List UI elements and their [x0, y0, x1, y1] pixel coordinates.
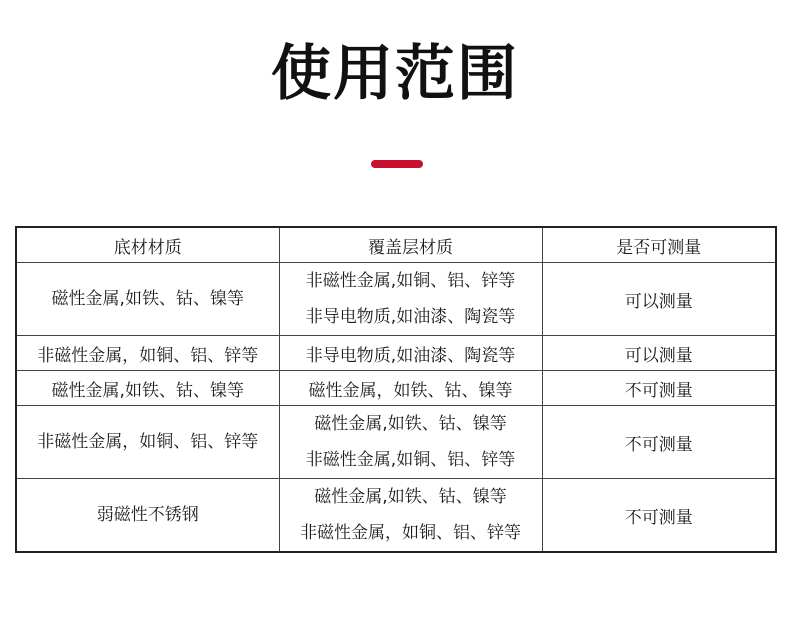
cell-text: 非磁性金属，如铜、铝、锌等 — [37, 345, 259, 366]
cell-text: 非磁性金属，如铜、铝、锌等 — [300, 523, 521, 543]
cell-coating — [279, 263, 542, 336]
title-accent-bar — [371, 160, 423, 168]
cell-substrate — [16, 479, 279, 553]
cell-coating — [279, 371, 542, 406]
cell-text: 磁性金属,如铁、钴、镍等 — [314, 487, 507, 507]
cell-measurable: 不可测量 — [542, 479, 776, 553]
cell-text: 磁性金属,如铁、钴、镍等 — [51, 380, 244, 401]
cell-text: 磁性金属,如铁、钴、镍等 — [51, 289, 244, 309]
cell-text: 非磁性金属,如铜、铝、锌等 — [305, 271, 516, 291]
table-row — [16, 263, 776, 336]
cell-substrate — [16, 406, 279, 479]
page-title: 使用范围 — [271, 39, 519, 109]
cell-coating — [279, 479, 542, 553]
cell-measurable: 不可测量 — [542, 406, 776, 479]
cell-text: 磁性金属,如铁、钴、镍等 — [314, 414, 507, 434]
cell-substrate — [16, 263, 279, 336]
cell-substrate — [16, 336, 279, 371]
header-coating: 覆盖层材质 — [279, 227, 542, 263]
cell-text: 弱磁性不锈钢 — [96, 505, 199, 525]
table-header-row — [16, 227, 776, 263]
cell-text: 磁性金属，如铁、钴、镍等 — [308, 380, 513, 401]
cell-coating — [279, 406, 542, 479]
header-measurable: 是否可测量 — [542, 227, 776, 263]
cell-coating — [279, 336, 542, 371]
cell-measurable: 可以测量 — [542, 336, 776, 371]
table-row — [16, 336, 776, 371]
table-row — [16, 406, 776, 479]
cell-text: 非导电物质,如油漆、陶瓷等 — [305, 345, 516, 366]
cell-text: 非磁性金属，如铜、铝、锌等 — [37, 432, 259, 452]
table-row — [16, 371, 776, 406]
cell-substrate — [16, 371, 279, 406]
cell-text: 非磁性金属,如铜、铝、锌等 — [305, 450, 516, 470]
header-substrate: 底材材质 — [16, 227, 279, 263]
cell-measurable: 不可测量 — [542, 371, 776, 406]
cell-text: 非导电物质,如油漆、陶瓷等 — [305, 307, 516, 327]
table-row — [16, 479, 776, 553]
usage-range-table — [15, 226, 777, 553]
cell-measurable: 可以测量 — [542, 263, 776, 336]
